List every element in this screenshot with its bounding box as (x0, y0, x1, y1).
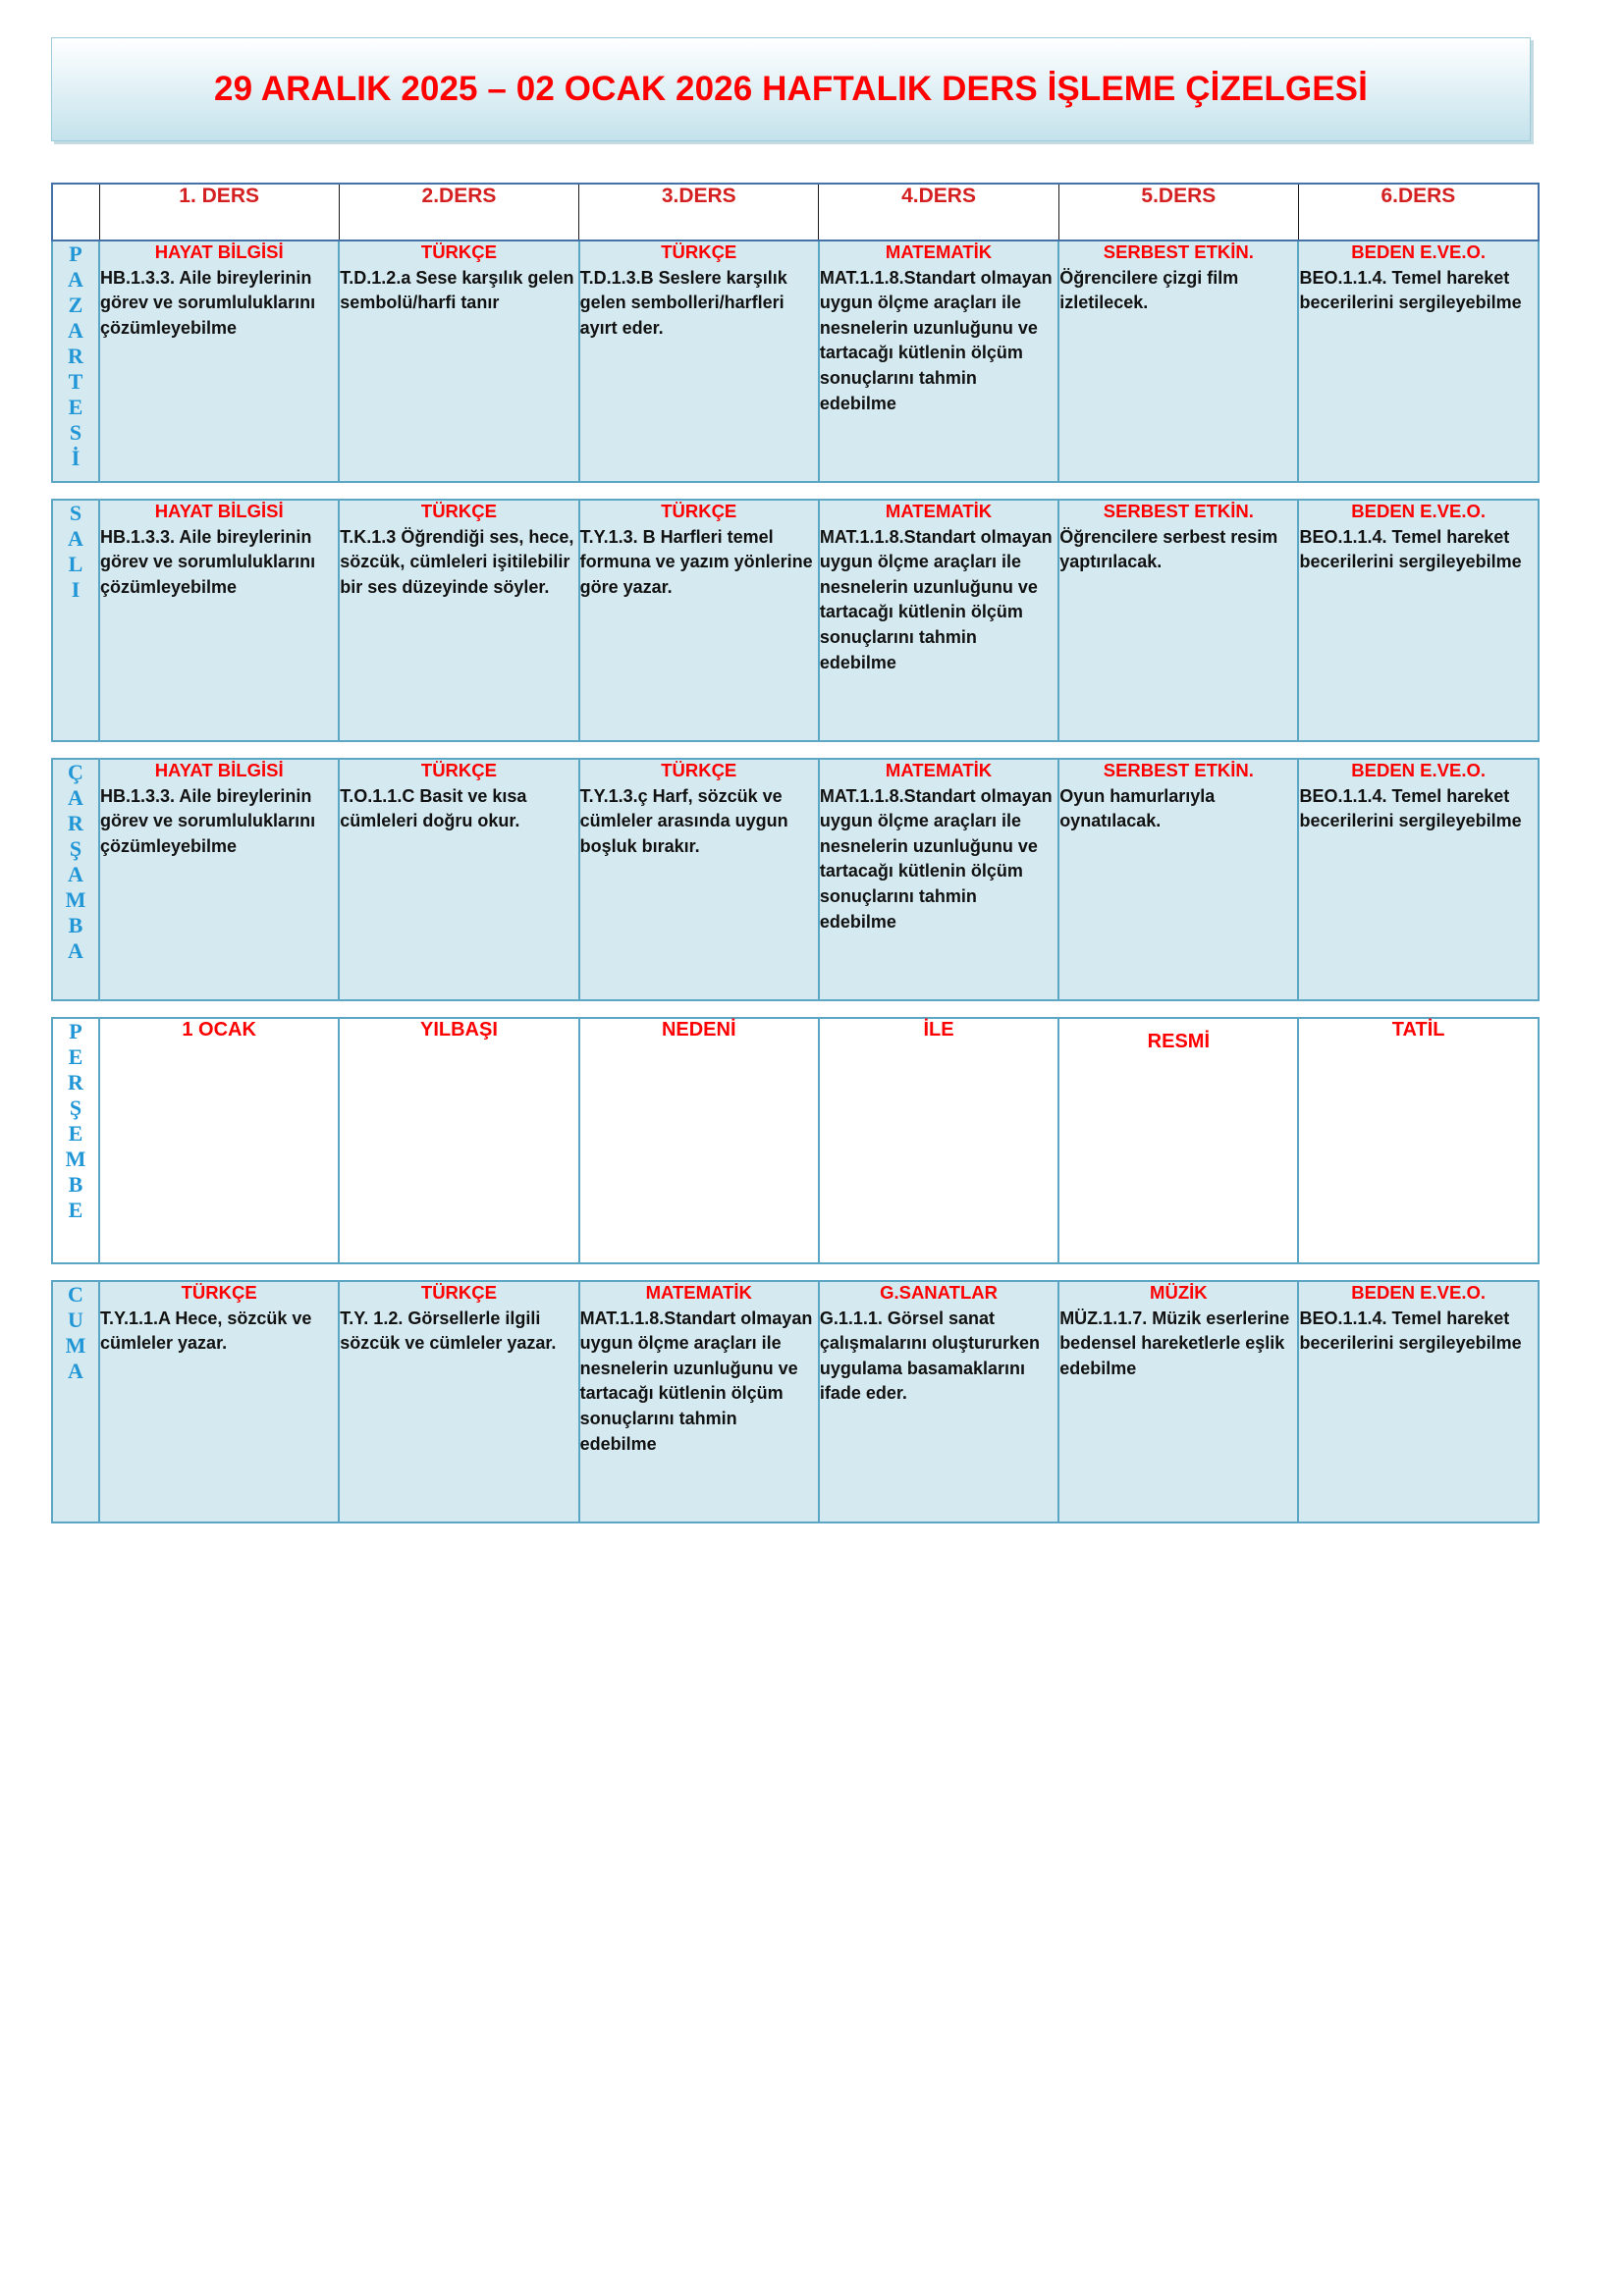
lesson-subject: BEDEN E.VE.O. (1351, 760, 1486, 780)
column-header-lesson-1 (99, 184, 339, 240)
day-label-letter: A (68, 784, 83, 810)
holiday-cell (1298, 1018, 1538, 1263)
holiday-text: İLE (923, 1019, 954, 1041)
lesson-cell (1298, 240, 1538, 482)
lesson-subject: TÜRKÇE (181, 1282, 257, 1303)
lesson-subject: MATEMATİK (885, 241, 993, 262)
row-gap-cell (52, 482, 1539, 500)
lesson-cell (99, 759, 339, 1000)
day-label-letter: Ş (69, 835, 82, 861)
day-label-letter: L (68, 551, 83, 576)
holiday-cell (819, 1018, 1058, 1263)
lesson-cell (1298, 1281, 1538, 1522)
lesson-description: T.K.1.3 Öğrendiği ses, hece, sözcük, cümleleri işitilebilir bir ses düzeyinde söyler. (340, 526, 574, 597)
day-label-letter: S (69, 419, 82, 445)
day-label-cuma (52, 1281, 99, 1522)
day-label-letter: Ş (69, 1095, 82, 1120)
day-label-letter: A (68, 937, 83, 963)
column-header-lesson-5 (1058, 184, 1298, 240)
lesson-cell (819, 500, 1058, 741)
day-label-letter: E (68, 1197, 83, 1222)
lesson-subject: TÜRKÇE (661, 241, 737, 262)
lesson-subject: G.SANATLAR (880, 1282, 998, 1303)
lesson-description: T.D.1.3.B Seslere karşılık gelen sembolleri/harfleri ayırt eder. (579, 267, 787, 338)
lesson-cell (99, 500, 339, 741)
lesson-description: T.O.1.1.C Basit ve kısa cümleleri doğru okur. (340, 785, 527, 831)
table-header-row (52, 184, 1539, 240)
day-row (52, 1018, 1539, 1263)
lesson-cell (339, 240, 578, 482)
lesson-subject: SERBEST ETKİN. (1103, 501, 1254, 521)
lesson-description: HB.1.3.3. Aile bireylerinin görev ve sorumluluklarını çözümleyebilme (100, 785, 316, 856)
column-header-label: 4.DERS (901, 185, 976, 207)
day-label-letters (53, 1019, 98, 1223)
day-row (52, 240, 1539, 482)
lesson-subject: TÜRKÇE (661, 501, 737, 521)
lesson-subject: TÜRKÇE (420, 241, 497, 262)
column-header-lesson-6 (1298, 184, 1538, 240)
day-label-letter: S (69, 501, 82, 525)
day-label-letters (53, 1282, 98, 1384)
lesson-cell (579, 759, 819, 1000)
lesson-cell (819, 240, 1058, 482)
lesson-subject: BEDEN E.VE.O. (1351, 1282, 1486, 1303)
lesson-description: MAT.1.1.8.Standart olmayan uygun ölçme araçları ile nesnelerin uzunluğunu ve tartacağı kütlenin ölçüm sonuçlarını tahmin edebilme (819, 785, 1053, 932)
holiday-cell (99, 1018, 339, 1263)
column-header-label: 6.DERS (1380, 185, 1456, 207)
day-label-letter: R (68, 1069, 83, 1095)
lesson-subject: TÜRKÇE (420, 1282, 497, 1303)
day-label-letter: P (69, 241, 82, 266)
lesson-description: BEO.1.1.4. Temel hareket becerilerini sergileyebilme (1299, 1308, 1522, 1354)
row-gap (52, 482, 1539, 500)
lesson-description: T.Y.1.3. B Harfleri temel formuna ve yazım yönlerine göre yazar. (579, 526, 813, 597)
day-label-letter: Ç (68, 760, 83, 784)
row-gap (52, 1000, 1539, 1018)
lesson-description: BEO.1.1.4. Temel hareket becerilerini sergileyebilme (1299, 526, 1522, 572)
day-label-letter: R (68, 343, 83, 368)
lesson-description: HB.1.3.3. Aile bireylerinin görev ve sorumluluklarını çözümleyebilme (100, 267, 316, 338)
day-label-letters (53, 760, 98, 964)
lesson-description: BEO.1.1.4. Temel hareket becerilerini sergileyebilme (1299, 267, 1522, 313)
lesson-subject: SERBEST ETKİN. (1103, 760, 1254, 780)
column-header-label: 3.DERS (661, 185, 736, 207)
lesson-cell (819, 1281, 1058, 1522)
lesson-description: MÜZ.1.1.7. Müzik eserlerine bedensel hareketlerle eşlik edebilme (1059, 1308, 1290, 1378)
lesson-cell (99, 1281, 339, 1522)
row-gap (52, 1263, 1539, 1281)
day-label-letter: I (71, 576, 81, 602)
day-label-sali (52, 500, 99, 741)
lesson-description: MAT.1.1.8.Standart olmayan uygun ölçme araçları ile nesnelerin uzunluğunu ve tartacağı kütlenin ölçüm sonuçlarını tahmin edebilme (579, 1308, 813, 1454)
schedule-table-container (51, 183, 1538, 1523)
lesson-subject: SERBEST ETKİN. (1103, 241, 1254, 262)
day-label-letter: A (68, 317, 83, 343)
column-header-label: 1. DERS (179, 185, 259, 207)
day-label-letter: B (68, 912, 83, 937)
lesson-cell (579, 500, 819, 741)
day-label-letter: A (68, 861, 83, 886)
holiday-cell (1058, 1018, 1298, 1263)
lesson-subject: MATEMATİK (645, 1282, 752, 1303)
lesson-cell (99, 240, 339, 482)
lesson-subject: MATEMATİK (885, 760, 993, 780)
row-gap-cell (52, 1000, 1539, 1018)
lesson-description: BEO.1.1.4. Temel hareket becerilerini sergileyebilme (1299, 785, 1522, 831)
column-header-label: 2.DERS (421, 185, 497, 207)
page-title: 29 ARALIK 2025 – 02 OCAK 2026 HAFTALIK DERS İŞLEME ÇİZELGESİ (214, 70, 1368, 108)
lesson-description: G.1.1.1. Görsel sanat çalışmalarını oluştururken uygulama basamaklarını ifade eder. (819, 1308, 1040, 1404)
day-label-letter: E (68, 394, 83, 419)
row-gap (52, 741, 1539, 759)
holiday-cell (339, 1018, 578, 1263)
day-label-letter: R (68, 810, 83, 835)
day-label-çarşamba (52, 759, 99, 1000)
day-label-letter: A (68, 525, 83, 551)
holiday-text: YILBAŞI (419, 1019, 498, 1041)
row-gap-cell (52, 741, 1539, 759)
lesson-description: MAT.1.1.8.Standart olmayan uygun ölçme araçları ile nesnelerin uzunluğunu ve tartacağı kütlenin ölçüm sonuçlarını tahmin edebilme (819, 267, 1053, 413)
holiday-cell (579, 1018, 819, 1263)
lesson-cell (1058, 1281, 1298, 1522)
day-label-letter: İ (71, 445, 81, 470)
weekly-schedule-table (51, 183, 1540, 1523)
lesson-cell (1058, 500, 1298, 741)
lesson-cell (339, 759, 578, 1000)
lesson-cell (579, 1281, 819, 1522)
lesson-subject: TÜRKÇE (661, 760, 737, 780)
day-label-letter: E (68, 1043, 83, 1069)
day-label-letter: A (68, 1358, 83, 1383)
day-label-letter: E (68, 1120, 83, 1146)
lesson-subject: BEDEN E.VE.O. (1351, 501, 1486, 521)
day-label-perşembe (52, 1018, 99, 1263)
lesson-description: T.Y.1.1.A Hece, sözcük ve cümleler yazar. (100, 1308, 312, 1354)
column-header-label: 5.DERS (1141, 185, 1217, 207)
day-label-letter: T (68, 368, 83, 394)
column-header-lesson-2 (339, 184, 578, 240)
lesson-cell (819, 759, 1058, 1000)
holiday-text: NEDENİ (661, 1019, 736, 1041)
lesson-description: Oyun hamurlarıyla oynatılacak. (1059, 785, 1216, 831)
row-gap-cell (52, 1263, 1539, 1281)
lesson-cell (1058, 240, 1298, 482)
day-label-letters (53, 241, 98, 471)
day-label-letter: B (68, 1171, 83, 1197)
title-banner (51, 37, 1531, 141)
day-label-letters (53, 501, 98, 603)
column-header-lesson-3 (579, 184, 819, 240)
day-label-letter: U (68, 1307, 83, 1332)
lesson-description: Öğrencilere çizgi film izletilecek. (1059, 267, 1239, 313)
column-header-lesson-4 (819, 184, 1058, 240)
lesson-description: MAT.1.1.8.Standart olmayan uygun ölçme araçları ile nesnelerin uzunluğunu ve tartacağı kütlenin ölçüm sonuçlarını tahmin edebilme (819, 526, 1053, 672)
lesson-cell (1298, 759, 1538, 1000)
lesson-cell (339, 1281, 578, 1522)
holiday-text: RESMİ (1147, 1031, 1210, 1052)
lesson-description: Öğrencilere serbest resim yaptırılacak. (1059, 526, 1278, 572)
lesson-subject: MÜZİK (1150, 1282, 1208, 1303)
holiday-text: 1 OCAK (182, 1019, 256, 1041)
day-row (52, 759, 1539, 1000)
lesson-subject: TÜRKÇE (420, 760, 497, 780)
lesson-cell (1298, 500, 1538, 741)
day-row (52, 500, 1539, 741)
lesson-cell (1058, 759, 1298, 1000)
lesson-subject: HAYAT BİLGİSİ (154, 241, 284, 262)
lesson-description: T.D.1.2.a Sese karşılık gelen sembolü/harfi tanır (340, 267, 574, 313)
day-label-letter: Z (68, 292, 83, 317)
lesson-subject: TÜRKÇE (420, 501, 497, 521)
header-corner-cell (52, 184, 99, 240)
holiday-text: TATİL (1391, 1019, 1445, 1041)
lesson-cell (579, 240, 819, 482)
day-label-letter: M (65, 1332, 86, 1358)
lesson-description: T.Y.1.3.ç Harf, sözcük ve cümleler arasında uygun boşluk bırakır. (579, 785, 788, 856)
day-label-letter: M (65, 1146, 86, 1171)
lesson-description: T.Y. 1.2. Görsellerle ilgili sözcük ve cümleler yazar. (340, 1308, 557, 1354)
day-label-letter: A (68, 266, 83, 292)
lesson-subject: MATEMATİK (885, 501, 993, 521)
day-label-letter: C (68, 1282, 83, 1307)
day-label-pazartesi̇ (52, 240, 99, 482)
day-row (52, 1281, 1539, 1522)
day-label-letter: P (69, 1019, 82, 1043)
lesson-cell (339, 500, 578, 741)
lesson-subject: HAYAT BİLGİSİ (154, 501, 284, 521)
day-label-letter: M (65, 886, 86, 912)
lesson-description: HB.1.3.3. Aile bireylerinin görev ve sorumluluklarını çözümleyebilme (100, 526, 316, 597)
lesson-subject: HAYAT BİLGİSİ (154, 760, 284, 780)
lesson-subject: BEDEN E.VE.O. (1351, 241, 1486, 262)
